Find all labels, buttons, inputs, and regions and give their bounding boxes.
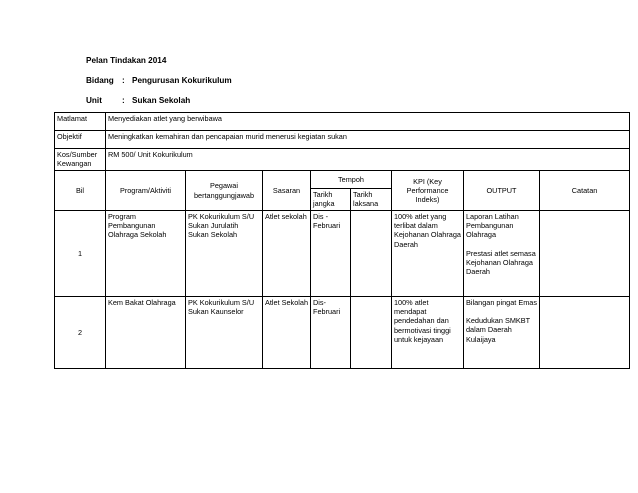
document-title: Pelan Tindakan 2014 <box>86 56 167 65</box>
row-sasaran: Atlet Sekolah <box>263 297 311 369</box>
objektif-row <box>55 131 630 149</box>
col-tarikh-laksana-header: Tarikh laksana <box>351 189 392 211</box>
col-tempoh-header: Tempoh <box>311 171 392 189</box>
bidang-value: Pengurusan Kokurikulum <box>132 76 232 85</box>
objektif-value: Meningkatkan kemahiran dan pencapaian murid menerusi kegiatan sukan <box>106 131 630 149</box>
col-output-header: OUTPUT <box>464 171 540 211</box>
row-output-item: Laporan Latihan Pembangunan Olahraga <box>466 212 519 240</box>
row-output-item: Bilangan pingat Emas <box>466 298 537 307</box>
row-tarikh-laksana <box>351 211 392 297</box>
col-pegawai-header: Pegawai bertanggungjawab <box>186 171 263 211</box>
table-row <box>55 297 630 369</box>
unit-colon: : <box>122 96 125 105</box>
bidang-line <box>86 76 232 86</box>
row-output <box>464 211 540 297</box>
bidang-colon: : <box>122 76 125 85</box>
matlamat-row <box>55 113 630 131</box>
bidang-label: Bidang <box>86 76 114 85</box>
row-output-item: Prestasi atlet semasa Kejohanan Olahraga Daerah <box>466 248 536 277</box>
col-catatan-header: Catatan <box>540 171 630 211</box>
row-bil: 1 <box>55 211 106 297</box>
kos-row <box>55 149 630 171</box>
row-catatan <box>540 297 630 369</box>
kos-label: Kos/Sumber Kewangan <box>55 149 106 171</box>
row-program: Kem Bakat Olahraga <box>106 297 186 369</box>
table-row <box>55 211 630 297</box>
unit-value: Sukan Sekolah <box>132 96 191 105</box>
row-catatan <box>540 211 630 297</box>
row-output-item: Kedudukan SMKBT dalam Daerah Kulaijaya <box>466 316 530 344</box>
unit-label: Unit <box>86 96 102 105</box>
row-sasaran: Atlet sekolah <box>263 211 311 297</box>
matlamat-value: Menyediakan atlet yang berwibawa <box>106 113 630 131</box>
header-row <box>55 171 630 189</box>
matlamat-label: Matlamat <box>55 113 106 131</box>
kos-value: RM 500/ Unit Kokurikulum <box>106 149 630 171</box>
row-tarikh-jangka: Dis- Februari <box>311 297 351 369</box>
col-program-header: Program/Aktiviti <box>106 171 186 211</box>
row-program: Program Pembangunan Olahraga Sekolah <box>106 211 186 297</box>
row-pegawai: PK Kokurikulum S/U Sukan Kaunselor <box>186 297 263 369</box>
row-pegawai: PK Kokurikulum S/U Sukan Jurulatih Sukan Sekolah <box>186 211 263 297</box>
row-kpi: 100% atlet mendapat pendedahan dan bermotivasi tinggi untuk kejayaan <box>392 297 464 369</box>
objektif-label: Objektif <box>55 131 106 149</box>
col-kpi-header: KPI (Key Performance Indeks) <box>392 171 464 211</box>
row-tarikh-jangka: Dis - Februari <box>311 211 351 297</box>
row-kpi: 100% atlet yang terlibat dalam Kejohanan Olahraga Daerah <box>392 211 464 297</box>
row-output <box>464 297 540 369</box>
unit-line <box>86 96 190 106</box>
row-tarikh-laksana <box>351 297 392 369</box>
col-sasaran-header: Sasaran <box>263 171 311 211</box>
col-bil-header: Bil <box>55 171 106 211</box>
row-bil: 2 <box>55 297 106 369</box>
action-plan-table <box>54 112 630 369</box>
col-tarikh-jangka-header: Tarikh jangka <box>311 189 351 211</box>
